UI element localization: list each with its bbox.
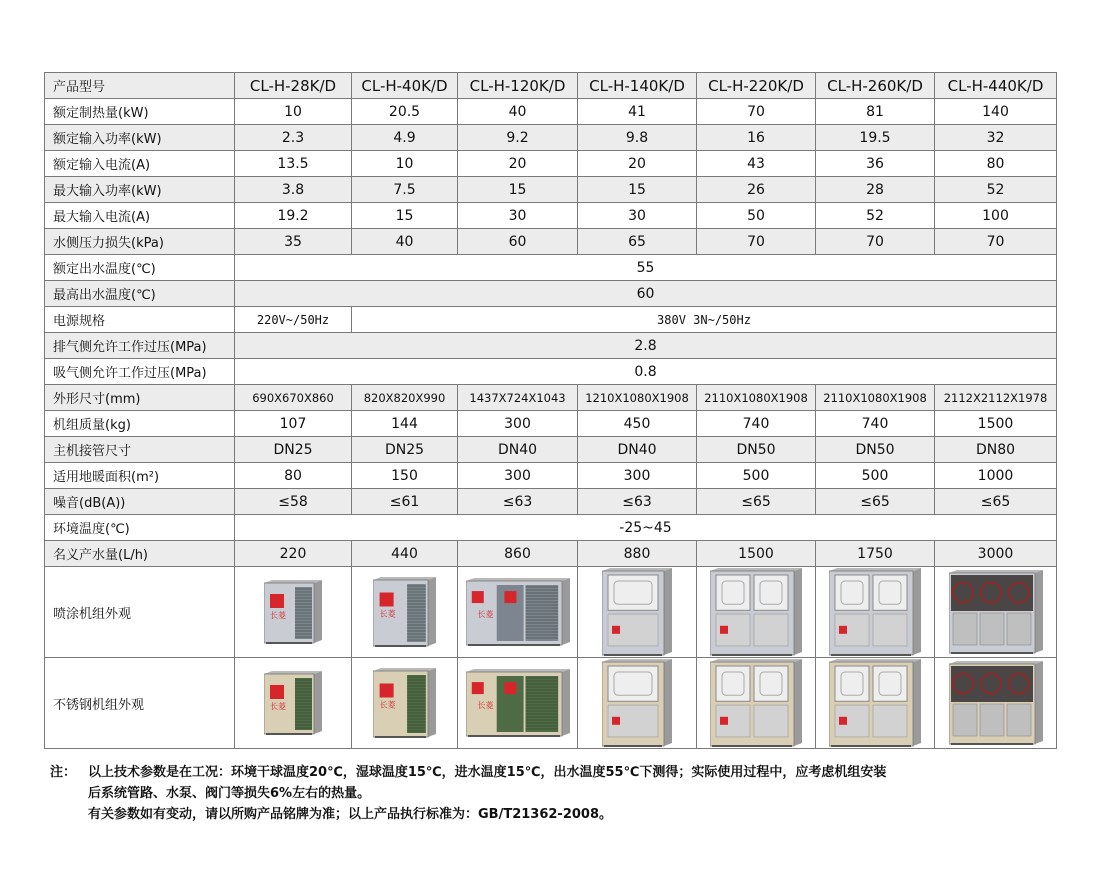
spec-value: 1500 <box>935 411 1057 437</box>
spec-value: 150 <box>352 463 458 489</box>
spec-row <box>45 359 1057 385</box>
spec-value: 13.5 <box>235 151 352 177</box>
unit-image-cell <box>816 567 935 658</box>
spec-value: 28 <box>816 177 935 203</box>
note-line-2: 后系统管路、水泵、阀门等损失6%左右的热量。 <box>88 786 371 801</box>
row-label: 水侧压力损失(kPa) <box>45 229 235 255</box>
spec-value: 880 <box>578 541 697 567</box>
spec-value: 300 <box>458 463 578 489</box>
unit-image-cell <box>578 658 697 749</box>
spec-value: 40 <box>458 99 578 125</box>
spec-value: ≤65 <box>935 489 1057 515</box>
spec-value: DN80 <box>935 437 1057 463</box>
spec-value: 32 <box>935 125 1057 151</box>
spec-row <box>45 281 1057 307</box>
unit-image-cell <box>935 658 1057 749</box>
unit-illustration <box>949 569 1043 655</box>
unit-illustration <box>949 660 1043 746</box>
model-name: CL-H-40K/D <box>352 73 458 99</box>
row-label: 环境温度(℃) <box>45 515 235 541</box>
spec-row <box>45 385 1057 411</box>
unit-image-cell <box>816 658 935 749</box>
spec-value: ≤63 <box>578 489 697 515</box>
unit-image-cell <box>458 658 578 749</box>
unit-illustration <box>373 667 436 739</box>
spec-value: 52 <box>935 177 1057 203</box>
unit-illustration <box>264 670 322 736</box>
logo-text: 长菱 <box>379 700 396 710</box>
spec-row <box>45 463 1057 489</box>
spec-table <box>44 72 1057 749</box>
spec-value: 50 <box>697 203 816 229</box>
spec-value: 30 <box>458 203 578 229</box>
model-name: CL-H-260K/D <box>816 73 935 99</box>
spec-value: 860 <box>458 541 578 567</box>
row-label: 产品型号 <box>45 73 235 99</box>
spec-value-span: 2.8 <box>235 333 1057 359</box>
spec-value: 500 <box>816 463 935 489</box>
row-label: 不锈钢机组外观 <box>45 658 235 749</box>
spec-value: ≤63 <box>458 489 578 515</box>
spec-value: 20 <box>458 151 578 177</box>
unit-illustration <box>373 576 436 648</box>
logo-text: 长菱 <box>270 702 286 711</box>
spec-value-span: 60 <box>235 281 1057 307</box>
spec-value: 80 <box>235 463 352 489</box>
row-label: 喷涂机组外观 <box>45 567 235 658</box>
spec-row <box>45 489 1057 515</box>
spec-value: ≤65 <box>816 489 935 515</box>
spec-row <box>45 151 1057 177</box>
spec-value: 1210X1080X1908 <box>578 385 697 411</box>
unit-illustration <box>466 577 570 647</box>
spec-value: 440 <box>352 541 458 567</box>
spec-value: 2110X1080X1908 <box>697 385 816 411</box>
spec-value: 70 <box>697 229 816 255</box>
spec-value: 10 <box>352 151 458 177</box>
logo-text: 长菱 <box>477 610 494 619</box>
note-line-3: 有关参数如有变动，请以所购产品铭牌为准；以上产品执行标准为：GB/T21362-2008。 <box>88 807 612 822</box>
unit-image-cell <box>697 567 816 658</box>
row-label: 额定输入电流(A) <box>45 151 235 177</box>
header-row <box>45 73 1057 99</box>
spec-row <box>45 515 1057 541</box>
unit-illustration <box>829 567 921 657</box>
model-name: CL-H-28K/D <box>235 73 352 99</box>
spec-value: 1500 <box>697 541 816 567</box>
spec-value: 9.2 <box>458 125 578 151</box>
spec-value: 7.5 <box>352 177 458 203</box>
spec-value: DN40 <box>458 437 578 463</box>
spec-value: 10 <box>235 99 352 125</box>
spec-value: 15 <box>578 177 697 203</box>
spec-value: 690X670X860 <box>235 385 352 411</box>
spec-value: 60 <box>458 229 578 255</box>
spec-value-span: 0.8 <box>235 359 1057 385</box>
row-label: 吸气侧允许工作过压(MPa) <box>45 359 235 385</box>
spec-value: 3000 <box>935 541 1057 567</box>
row-label: 名义产水量(L/h) <box>45 541 235 567</box>
row-label: 最大输入功率(kW) <box>45 177 235 203</box>
spec-value-span: 55 <box>235 255 1057 281</box>
spec-row <box>45 177 1057 203</box>
spec-value: 19.5 <box>816 125 935 151</box>
logo-text: 长菱 <box>477 701 494 710</box>
model-name: CL-H-440K/D <box>935 73 1057 99</box>
spec-value: 3.8 <box>235 177 352 203</box>
spec-value: 100 <box>935 203 1057 229</box>
spec-value: 1437X724X1043 <box>458 385 578 411</box>
spec-value: 15 <box>352 203 458 229</box>
spec-row <box>45 307 1057 333</box>
spec-value: ≤61 <box>352 489 458 515</box>
logo-text: 长菱 <box>270 611 286 620</box>
model-name: CL-H-120K/D <box>458 73 578 99</box>
row-label: 噪音(dB(A)) <box>45 489 235 515</box>
spec-value: ≤58 <box>235 489 352 515</box>
spec-value: 4.9 <box>352 125 458 151</box>
unit-image-cell <box>352 567 458 658</box>
spec-value: 26 <box>697 177 816 203</box>
spec-value: 500 <box>697 463 816 489</box>
row-label: 额定出水温度(℃) <box>45 255 235 281</box>
spec-row <box>45 541 1057 567</box>
row-label: 外形尺寸(mm) <box>45 385 235 411</box>
spec-value: 220 <box>235 541 352 567</box>
spec-value: 9.8 <box>578 125 697 151</box>
unit-image-cell <box>578 567 697 658</box>
spec-value: 20.5 <box>352 99 458 125</box>
unit-illustration <box>602 658 672 748</box>
row-label: 主机接管尺寸 <box>45 437 235 463</box>
note-line-1 <box>50 762 1060 783</box>
spec-value: 52 <box>816 203 935 229</box>
spec-value: 140 <box>935 99 1057 125</box>
spec-value: 20 <box>578 151 697 177</box>
spec-value: 30 <box>578 203 697 229</box>
spec-value: 40 <box>352 229 458 255</box>
spec-value: 41 <box>578 99 697 125</box>
spec-value: 16 <box>697 125 816 151</box>
logo-text: 长菱 <box>379 609 396 619</box>
spec-row <box>45 437 1057 463</box>
row-label: 额定制热量(kW) <box>45 99 235 125</box>
note-prefix: 注： <box>50 765 77 780</box>
appearance-row <box>45 567 1057 658</box>
unit-illustration <box>829 658 921 748</box>
row-label: 排气侧允许工作过压(MPa) <box>45 333 235 359</box>
unit-illustration <box>264 579 322 645</box>
row-label: 电源规格 <box>45 307 235 333</box>
spec-row <box>45 99 1057 125</box>
spec-value: 1750 <box>816 541 935 567</box>
spec-value: 740 <box>816 411 935 437</box>
spec-row <box>45 125 1057 151</box>
spec-value: DN25 <box>235 437 352 463</box>
notes <box>50 762 1060 825</box>
spec-value: 2112X2112X1978 <box>935 385 1057 411</box>
spec-value: DN25 <box>352 437 458 463</box>
spec-value: ≤65 <box>697 489 816 515</box>
spec-row <box>45 229 1057 255</box>
spec-value: 70 <box>697 99 816 125</box>
spec-value: 81 <box>816 99 935 125</box>
spec-value: 35 <box>235 229 352 255</box>
spec-value: 144 <box>352 411 458 437</box>
spec-value: 70 <box>935 229 1057 255</box>
spec-value: 300 <box>458 411 578 437</box>
spec-value: 820X820X990 <box>352 385 458 411</box>
spec-value: 740 <box>697 411 816 437</box>
unit-illustration <box>602 567 672 657</box>
model-name: CL-H-140K/D <box>578 73 697 99</box>
spec-value: DN50 <box>697 437 816 463</box>
spec-row <box>45 411 1057 437</box>
spec-value-span: 380V 3N~/50Hz <box>352 307 1057 333</box>
spec-value: 2110X1080X1908 <box>816 385 935 411</box>
unit-image-cell <box>352 658 458 749</box>
spec-row <box>45 333 1057 359</box>
unit-illustration <box>710 658 802 748</box>
spec-value: DN40 <box>578 437 697 463</box>
spec-value: 107 <box>235 411 352 437</box>
row-label: 机组质量(kg) <box>45 411 235 437</box>
row-label: 最高出水温度(℃) <box>45 281 235 307</box>
spec-value: 1000 <box>935 463 1057 489</box>
spec-value-span: -25~45 <box>235 515 1057 541</box>
spec-row <box>45 255 1057 281</box>
spec-value: 80 <box>935 151 1057 177</box>
appearance-row <box>45 658 1057 749</box>
unit-image-cell <box>697 658 816 749</box>
spec-value: 300 <box>578 463 697 489</box>
model-name: CL-H-220K/D <box>697 73 816 99</box>
row-label: 最大输入电流(A) <box>45 203 235 229</box>
spec-value: 36 <box>816 151 935 177</box>
spec-value: 15 <box>458 177 578 203</box>
spec-value: 43 <box>697 151 816 177</box>
spec-value: 65 <box>578 229 697 255</box>
row-label: 额定输入功率(kW) <box>45 125 235 151</box>
spec-row <box>45 203 1057 229</box>
spec-value: 450 <box>578 411 697 437</box>
unit-illustration <box>710 567 802 657</box>
spec-value: 19.2 <box>235 203 352 229</box>
unit-image-cell <box>235 658 352 749</box>
unit-image-cell <box>458 567 578 658</box>
unit-image-cell <box>235 567 352 658</box>
unit-illustration <box>466 668 570 738</box>
spec-value: 70 <box>816 229 935 255</box>
note-text-1: 以上技术参数是在工况：环境干球温度20℃，湿球温度15℃，进水温度15℃，出水温度55℃下测得；实际使用过程中，应考虑机组安装 <box>88 765 887 780</box>
row-label: 适用地暖面积(m²) <box>45 463 235 489</box>
spec-value: 2.3 <box>235 125 352 151</box>
spec-value: 220V~/50Hz <box>235 307 352 333</box>
unit-image-cell <box>935 567 1057 658</box>
spec-value: DN50 <box>816 437 935 463</box>
